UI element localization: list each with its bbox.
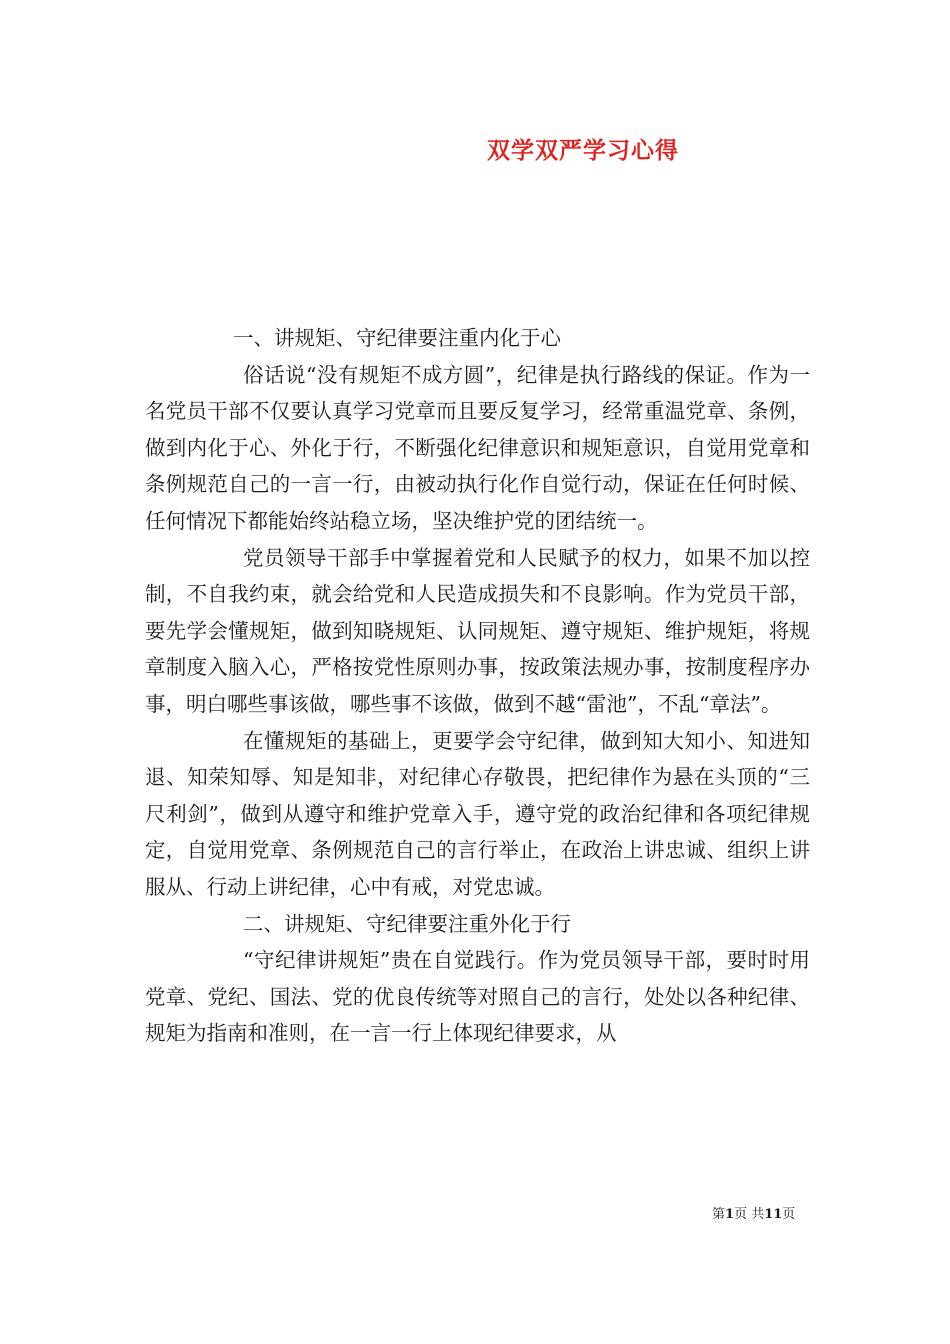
- paragraph-2: 党员领导干部手中掌握着党和人民赋予的权力，如果不加以控制，不自我约束，就会给党和人民造成损失和不良影响。作为党员干部，要先学会懂规矩，做到知晓规矩、认同规矩、遵守规矩、维护规矩，将规章制度入脑入心，严格按党性原则办事，按政策法规办事，按制度程序办事，明白哪些事该做，哪些事不该做，做到不越“雷池”，不乱“章法”。: [145, 545, 810, 716]
- paragraph-4: “守纪律讲规矩”贵在自觉践行。作为党员领导干部，要时时用党章、党纪、国法、党的优良传统等对照自己的言行，处处以各种纪律、规矩为指南和准则，在一言一行上体现纪律要求，从: [145, 948, 810, 1046]
- section-heading-2: 二、讲规矩、守纪律要注重外化于行: [243, 911, 571, 936]
- footer-current-page: 1: [725, 1207, 735, 1222]
- footer-prefix: 第: [712, 1207, 726, 1222]
- footer-middle: 页 共: [734, 1207, 765, 1222]
- section-heading-1: 一、讲规矩、守纪律要注重内化于心: [233, 326, 561, 350]
- paragraph-3: 在懂规矩的基础上，更要学会守纪律，做到知大知小、知进知退、知荣知辱、知是知非，对纪律心存敬畏，把纪律作为悬在头顶的“三尺利剑”，做到从遵守和维护党章入手，遵守党的政治纪律和各项纪律规定，自觉用党章、条例规范自己的言行举止，在政治上讲忠诚、组织上讲服从、行动上讲纪律，心中有戒，对党忠诚。: [145, 728, 810, 899]
- page-footer: [712, 1203, 795, 1222]
- document-body: [145, 320, 810, 1052]
- footer-total-pages: 11: [764, 1207, 783, 1222]
- footer-suffix: 页: [782, 1207, 796, 1222]
- paragraph-1: 俗话说“没有规矩不成方圆”，纪律是执行路线的保证。作为一名党员干部不仅要认真学习党章而且要反复学习，经常重温党章、条例，做到内化于心、外化于行，不断强化纪律意识和规矩意识，自觉用党章和条例规范自己的一言一行，由被动执行化作自觉行动，保证在任何时候、任何情况下都能始终站稳立场，坚决维护党的团结统一。: [145, 362, 810, 533]
- document-title: 双学双严学习心得: [487, 137, 679, 164]
